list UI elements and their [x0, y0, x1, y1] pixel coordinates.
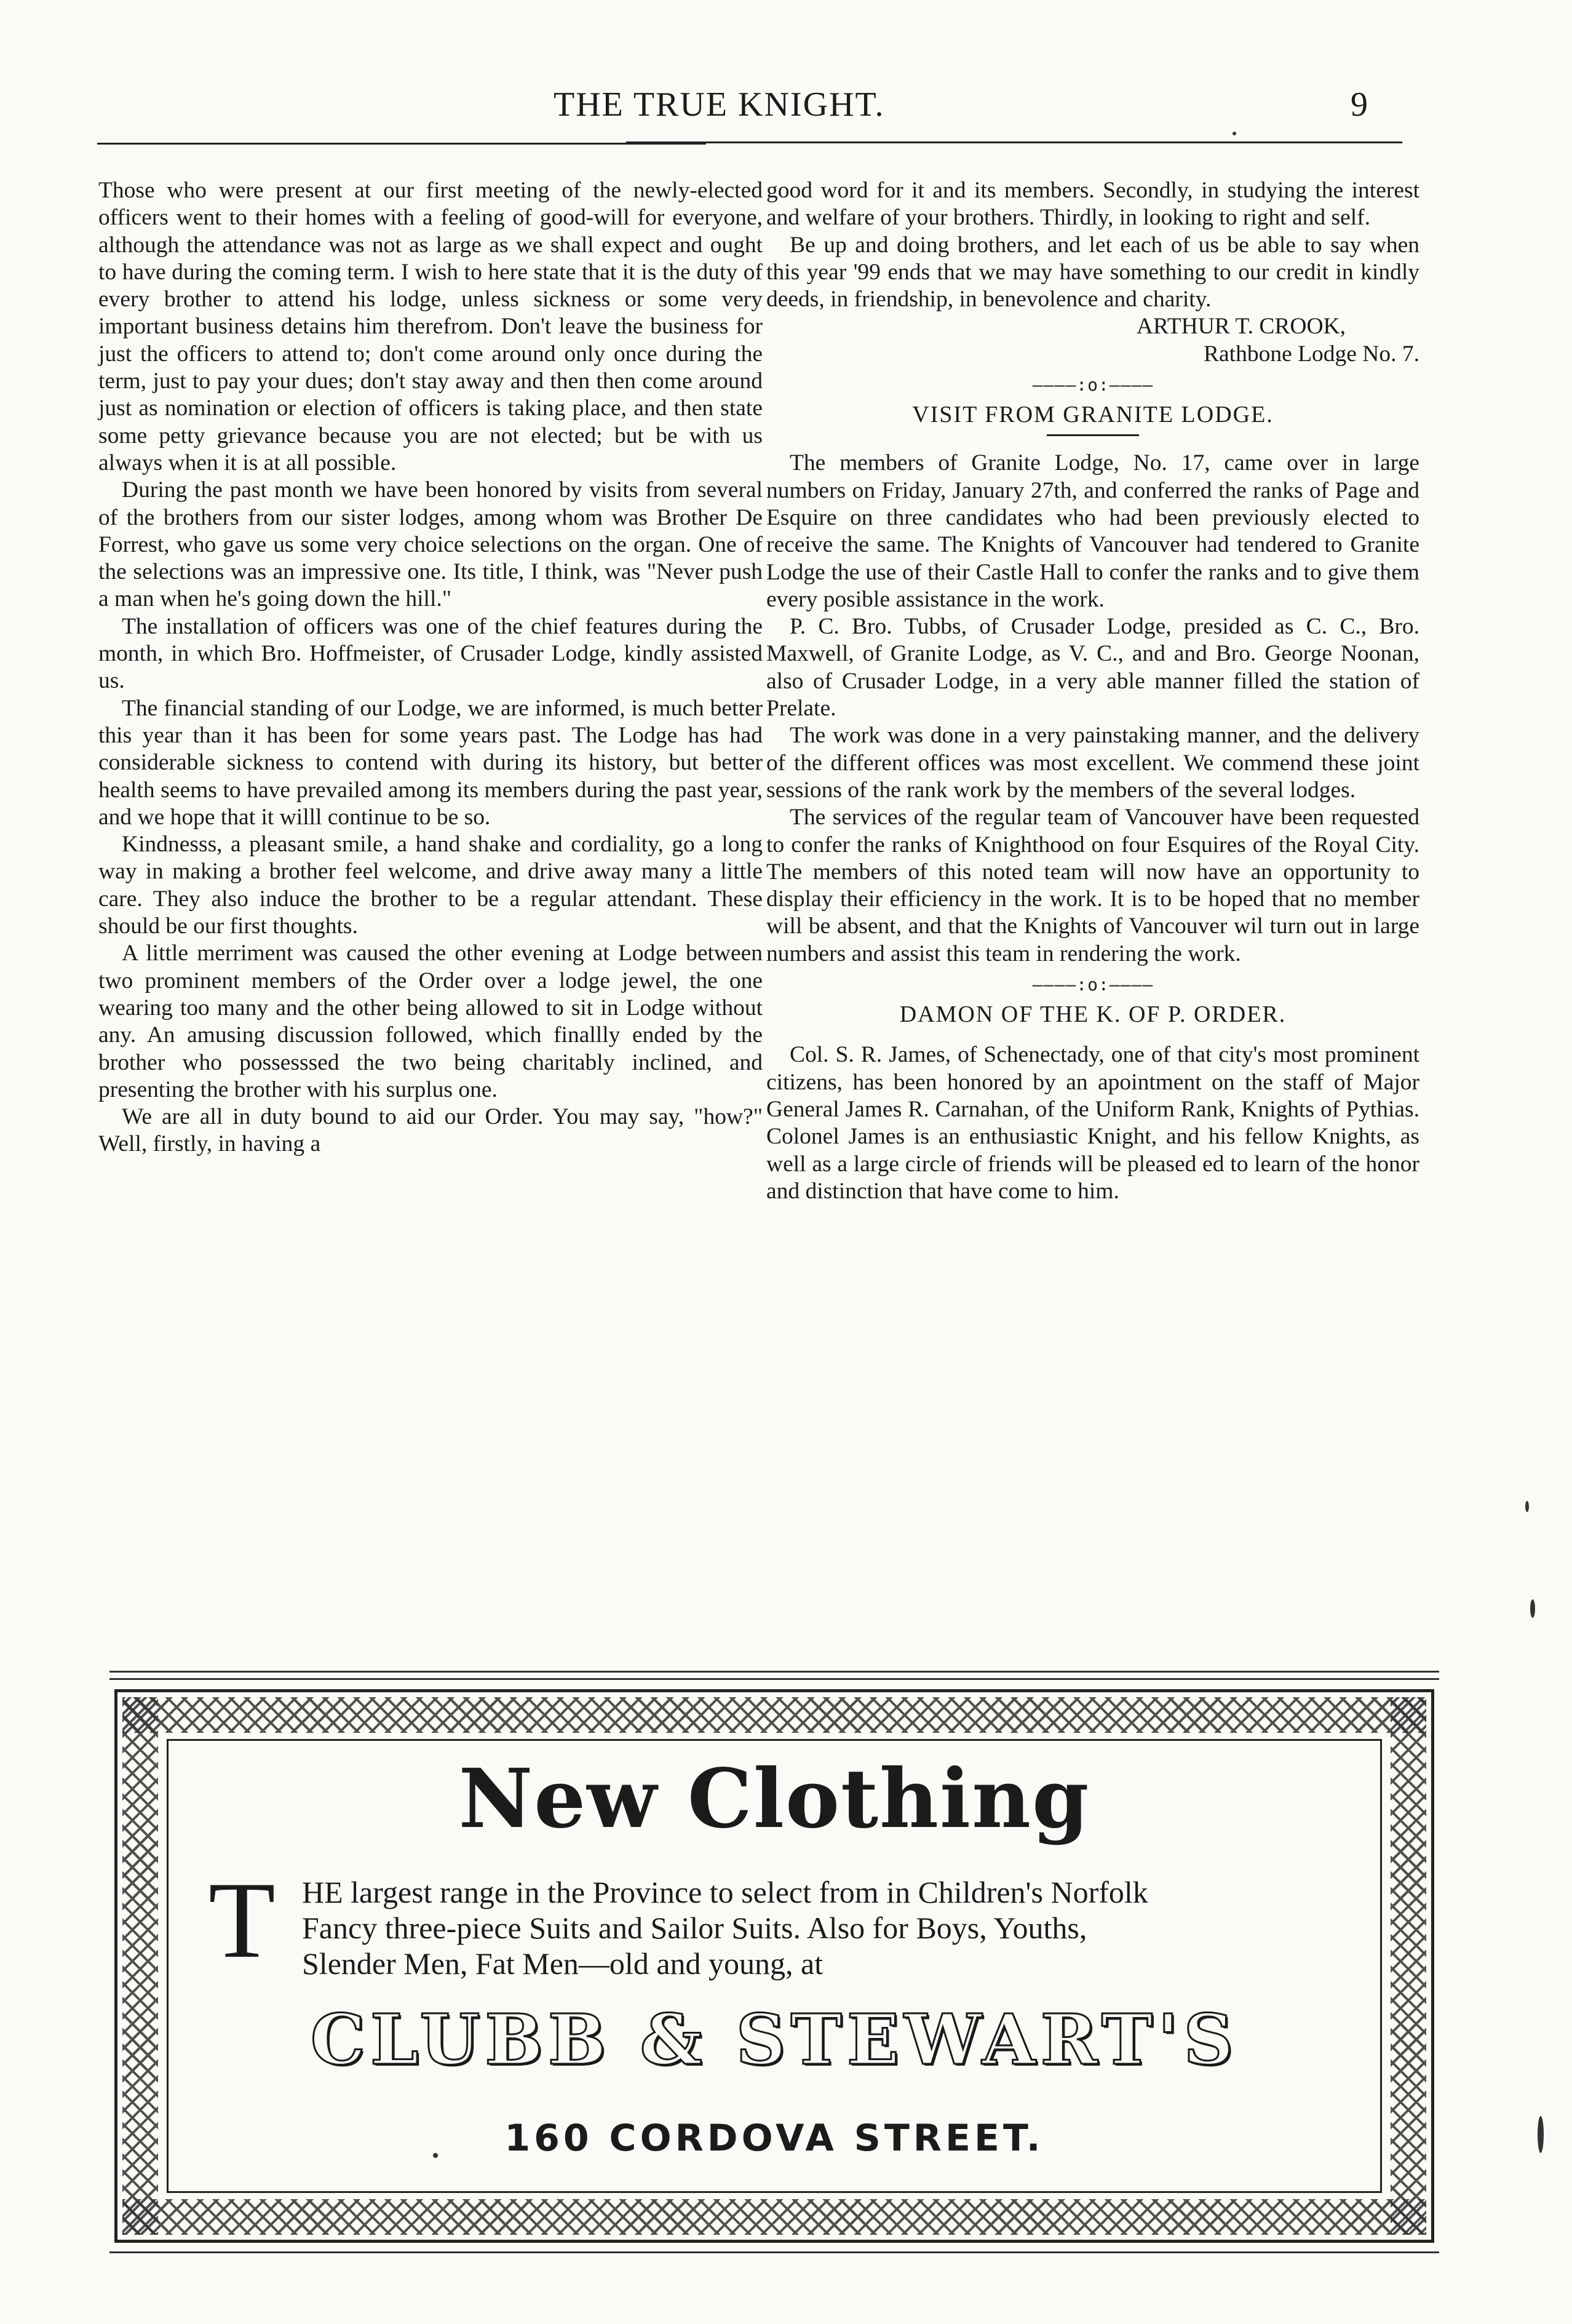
ad-body-line: HE largest range in the Province to select from in Children's Norfolk	[302, 1875, 1148, 1909]
section-title: VISIT FROM GRANITE LODGE.	[912, 402, 1274, 428]
ad-top-rule	[109, 1671, 1439, 1673]
paragraph: The services of the regular team of Vancouver have been requested to confer the ranks of Knighthood on four Esquires of the Royal City. The members of this noted team will now have an opportunity to display their efficiency in the work. It is to be hoped that no member will be absent, and that the Knights of Vancouver wil turn out in large numbers and assist this team in rendering the work.	[766, 805, 1419, 966]
paragraph: We are all in duty bound to aid our Order. You may say, "how?" Well, firstly, in having a	[98, 1104, 763, 1157]
advertisement	[114, 1689, 1434, 2243]
header-rule	[626, 141, 1402, 143]
section-divider: ————:o:————	[1032, 375, 1154, 396]
paragraph: Col. S. R. James, of Schenectady, one of that city's most prominent citizens, has been honored by an apointment on the staff of Major General James R. Carnahan, of the Uniform Rank, Knights of Pythias. Colonel James is an enthusiastic Knight, and his fellow Knights, as well as a large circle of friends will be pleased ed to learn of the honor and distinction that have come to him.	[766, 1042, 1419, 1204]
print-speck	[1525, 1501, 1529, 1512]
ad-bottom-rule	[109, 2251, 1439, 2253]
title-rule	[1047, 434, 1139, 436]
ad-headline: New Clothing	[458, 1751, 1090, 1847]
drop-cap: T	[208, 1859, 276, 1981]
right-column	[766, 177, 1419, 1205]
ornamental-border	[122, 2199, 1426, 2235]
paragraph: The members of Granite Lodge, No. 17, came over in large numbers on Friday, January 27th, and conferred the ranks of Page and Esquire on three candidates who had been previously elected to receive the same. The Knights of Vancouver had tendered to Granite Lodge the use of their Castle Hall to confer the ranks and to give them every posible assistance in the work.	[766, 450, 1419, 612]
paragraph: The installation of officers was one of the chief features during the month, in which Bro. Hoffmeister, of Crusader Lodge, kindly assisted us.	[98, 613, 763, 694]
ad-body-line: Slender Men, Fat Men—old and young, at	[302, 1946, 824, 1981]
ad-body-line: Fancy three-piece Suits and Sailor Suits. Also for Boys, Youths,	[302, 1911, 1087, 1945]
print-speck	[1538, 2116, 1544, 2153]
paragraph: P. C. Bro. Tubbs, of Crusader Lodge, presided as C. C., Bro. Maxwell, of Granite Lodge, as V. C., and and Bro. George Noonan, also of Crusader Lodge, in a very able manner filled the station of Prelate.	[766, 614, 1419, 722]
paragraph: During the past month we have been honored by visits from several of the brothers from our sister lodges, among whom was Brother De Forrest, who gave us some very choice selections on the organ. One of the selections was an impressive one. Its title, I think, was "Never push a man when he's going down the hill."	[98, 477, 763, 612]
header-rule	[97, 143, 706, 145]
paragraph: Those who were present at our first meeting of the newly-elected officers went to their homes with a feeling of good-will for everyone, although the attendance was not as large as we shall expect and ought to have during the coming term. I wish to here state that it is the duty of every brother to attend his lodge, unless sickness or some very important business detains him therefrom. Don't leave the business for just the officers to attend to; don't come around only once during the term, just to pay your dues; don't stay away and then then come around just as nomination or election of officers is taking place, and then state some petty grievance because you are not elected; but be with us always when it is at all possible.	[98, 178, 763, 476]
print-speck	[433, 2153, 438, 2158]
ad-top-rule	[109, 1678, 1439, 1680]
page-number: 9	[1351, 86, 1368, 124]
paragraph: Be up and doing brothers, and let each of us be able to say when this year '99 ends that we may have something to our credit in kindly deeds, in friendship, in benevolence and charity.	[766, 232, 1419, 312]
spacer	[766, 1030, 1419, 1041]
ad-body-text	[302, 1874, 1397, 1981]
paragraph: A little merriment was caused the other evening at Lodge between two prominent members of the Order over a lodge jewel, the one wearing too many and the other being allowed to sit in Lodge without any. An amusing discussion followed, which finallly ended by the brother who possesssed the two being charitably inclined, and presenting the brother with his surplus one.	[98, 941, 763, 1102]
paragraph: The work was done in a very painstaking manner, and the delivery of the different offices was most excellent. We commend these joint sessions of the rank work by the members of the several lodges.	[766, 723, 1419, 803]
ornamental-border	[122, 1697, 1426, 1733]
print-speck	[1233, 132, 1236, 135]
paragraph-continuation: good word for it and its members. Secondly, in studying the interest and welfare of your brothers. Thirdly, in looking to right and self.	[766, 178, 1419, 231]
signature-lodge: Rathbone Lodge No. 7.	[1204, 341, 1419, 367]
print-speck	[1530, 1599, 1535, 1618]
section-title: DAMON OF THE K. OF P. ORDER.	[899, 1001, 1287, 1028]
paragraph: The financial standing of our Lodge, we are informed, is much better this year than it has been for some years past. The Lodge has had considerable sickness to contend with during its history, but better health seems to have prevailed among its members during the past year, and we hope that it willl continue to be so.	[98, 695, 763, 830]
paragraph: Kindnesss, a pleasant smile, a hand shake and cordiality, go a long way in making a brother feel welcome, and drive away many a little care. They also induce the brother to be a regular attendant. These should be our first thoughts.	[98, 832, 763, 939]
section-divider: ————:o:————	[1032, 974, 1154, 995]
page-header-title: THE TRUE KNIGHT.	[554, 86, 885, 124]
store-name: CLUBB & STEWART'S	[310, 2000, 1239, 2080]
store-address: 160 CORDOVA STREET.	[504, 2117, 1044, 2160]
left-column	[98, 177, 763, 1158]
signature-name: ARTHUR T. CROOK,	[1136, 314, 1346, 340]
